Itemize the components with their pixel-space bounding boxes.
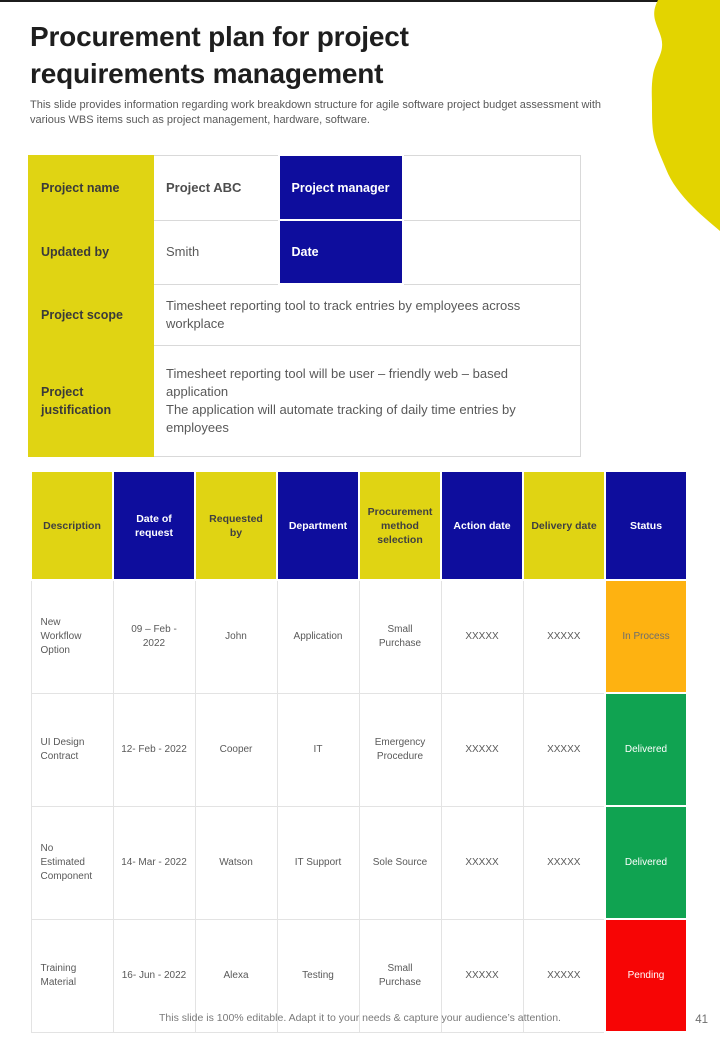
- cell-date-of-request: 09 – Feb - 2022: [113, 580, 195, 693]
- cell-delivery-date: XXXXX: [523, 580, 605, 693]
- info-row-project-justification: [29, 346, 581, 457]
- status-badge: Delivered: [605, 806, 687, 919]
- cell-procurement-method: Emergency Procedure: [359, 693, 441, 806]
- info-value-project-manager: [403, 155, 581, 220]
- cell-date-of-request: 14- Mar - 2022: [113, 806, 195, 919]
- cell-department: IT: [277, 693, 359, 806]
- footer-note: This slide is 100% editable. Adapt it to your needs & capture your audience’s attention.: [159, 1012, 561, 1024]
- procurement-header-row: [31, 471, 687, 580]
- cell-date-of-request: 16- Jun - 2022: [113, 919, 195, 1032]
- cell-action-date: XXXXX: [441, 919, 523, 1032]
- page-title: [30, 18, 630, 92]
- info-value-date: [403, 220, 581, 284]
- cell-delivery-date: XXXXX: [523, 693, 605, 806]
- info-label-project-justification: Project justification: [29, 346, 154, 457]
- info-row-project-scope: [29, 284, 581, 346]
- cell-description: Training Material: [31, 919, 113, 1032]
- procurement-table: [30, 470, 688, 1033]
- info-row-updated-by: [29, 220, 581, 284]
- cell-department: Testing: [277, 919, 359, 1032]
- info-row-project-name: [29, 155, 581, 220]
- cell-requested-by: John: [195, 580, 277, 693]
- cell-description: No Estimated Component: [31, 806, 113, 919]
- slide-subtitle: This slide provides information regarding work breakdown structure for agile software project budget assessment with various WBS items such as project management, hardware, software.: [30, 99, 602, 126]
- top-border-line: [0, 0, 720, 2]
- info-label-project-manager: Project manager: [279, 155, 403, 220]
- cell-action-date: XXXXX: [441, 580, 523, 693]
- col-header-requested-by: Requested by: [195, 471, 277, 580]
- page-number: 41: [695, 1014, 708, 1026]
- justification-line1: Timesheet reporting tool will be user – friendly web – based application: [166, 366, 509, 399]
- table-row: [31, 580, 687, 693]
- page-title-line1: Procurement plan for project: [30, 21, 409, 52]
- cell-delivery-date: XXXXX: [523, 919, 605, 1032]
- cell-procurement-method: Small Purchase: [359, 919, 441, 1032]
- info-label-project-scope: Project scope: [29, 284, 154, 346]
- project-info-table: [28, 154, 581, 457]
- cell-requested-by: Alexa: [195, 919, 277, 1032]
- cell-description: New Workflow Option: [31, 580, 113, 693]
- col-header-department: Department: [277, 471, 359, 580]
- cell-requested-by: Watson: [195, 806, 277, 919]
- status-badge: Delivered: [605, 693, 687, 806]
- cell-description: UI Design Contract: [31, 693, 113, 806]
- col-header-description: Description: [31, 471, 113, 580]
- col-header-procurement-method: Procurement method selection: [359, 471, 441, 580]
- cell-department: IT Support: [277, 806, 359, 919]
- col-header-action-date: Action date: [441, 471, 523, 580]
- cell-department: Application: [277, 580, 359, 693]
- cell-delivery-date: XXXXX: [523, 806, 605, 919]
- yellow-corner-shape: [650, 0, 720, 240]
- status-badge: Pending: [605, 919, 687, 1032]
- cell-action-date: XXXXX: [441, 806, 523, 919]
- cell-procurement-method: Sole Source: [359, 806, 441, 919]
- info-value-updated-by: Smith: [154, 220, 279, 284]
- info-value-project-scope: Timesheet reporting tool to track entries by employees across workplace: [154, 284, 581, 346]
- cell-procurement-method: Small Purchase: [359, 580, 441, 693]
- cell-date-of-request: 12- Feb - 2022: [113, 693, 195, 806]
- col-header-delivery-date: Delivery date: [523, 471, 605, 580]
- col-header-date-of-request: Date of request: [113, 471, 195, 580]
- info-value-project-justification: [154, 346, 581, 457]
- col-header-status: Status: [605, 471, 687, 580]
- info-label-project-name: Project name: [29, 155, 154, 220]
- table-row: [31, 693, 687, 806]
- justification-line2: The application will automate tracking of daily time entries by employees: [166, 402, 516, 435]
- table-row: [31, 806, 687, 919]
- status-badge: In Process: [605, 580, 687, 693]
- page-title-line2: requirements management: [30, 58, 384, 89]
- cell-requested-by: Cooper: [195, 693, 277, 806]
- info-label-updated-by: Updated by: [29, 220, 154, 284]
- info-value-project-name: Project ABC: [154, 155, 279, 220]
- info-label-date: Date: [279, 220, 403, 284]
- cell-action-date: XXXXX: [441, 693, 523, 806]
